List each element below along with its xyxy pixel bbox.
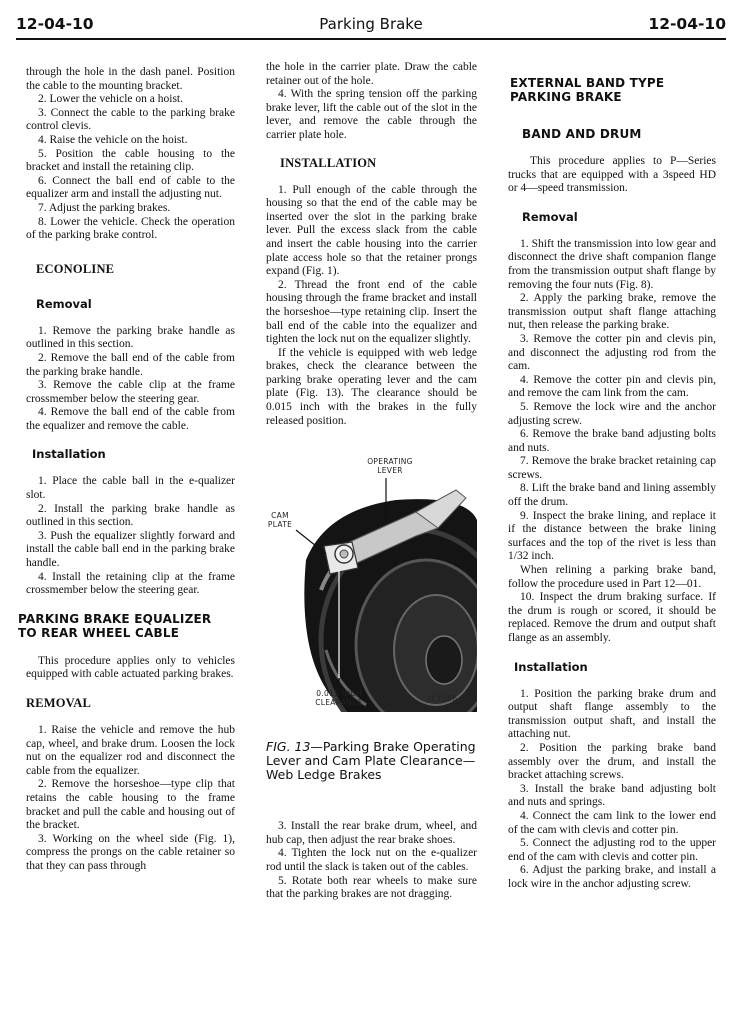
step: 1. Shift the transmission into low gear and disconnect the drive shaft companion flange from the transmission output shaft flange by removing the four nuts (Fig. 8). [508,237,716,291]
step: 1. Raise the vehicle and remove the hub cap, wheel, and brake drum. Loosen the lock nut on the equalizer rod and disconnect the cable from the equalizer. [26,724,235,777]
paragraph: through the hole in the dash panel. Position the cable to the mounting bracket. [26,66,235,92]
paragraph: the hole in the carrier plate. Draw the cable retainer out of the hole. [266,61,477,87]
page-number-right: 12-04-10 [648,15,726,33]
step: 8. Lift the brake band and lining assembly off the drum. [508,482,716,509]
page-title: Parking Brake [319,15,423,33]
step: 3. Remove the cotter pin and clevis pin, and disconnect the adjusting rod from the cam. [508,332,716,373]
section-heading-equalizer-cable: PARKING BRAKE EQUALIZER TO REAR WHEEL CABLE [18,611,212,640]
step: 4. Remove the ball end of the cable from the equalizer and remove the cable. [26,406,235,432]
step: 7. Remove the brake bracket retaining cap screws. [508,455,716,481]
subheading-installation: Installation [32,447,106,462]
step: 10. Inspect the drum braking surface. If the drum is rough or scored, it should be replaced. Remove the drum and output shaft flange as an assembly. [508,591,716,644]
step: 4. Remove the cotter pin and clevis pin, and remove the cam link from the cam. [508,373,716,400]
subheading-removal: Removal [36,296,92,311]
column-left [18,66,235,874]
step: 2. Lower the vehicle on a hoist. [38,93,183,106]
step: 6. Connect the ball end of cable to the equalizer arm and install the adjusting nut. [26,174,235,201]
step: 2. Install the parking brake handle as outlined in this section. [26,502,235,529]
paragraph: This procedure applies only to vehicles equipped with cable actuated parking brakes. [26,654,235,681]
paragraph: If the vehicle is equipped with web ledge brakes, check the clearance between the parking brake operating lever and the cam plate (Fig. 13). The clearance should be 0.015 inch with the brakes in the fully released position. [266,346,477,427]
step: 6. Remove the brake band adjusting bolts and nuts. [508,428,716,454]
step: 2. Thread the front end of the cable housing through the frame bracket and install the horseshoe—type retaining clip. Insert the ball end of the cable into the equalizer and tighten the lock nut on the equalizer slightly. [266,278,477,346]
subheading-removal-caps: REMOVAL [26,696,92,710]
step: 3. Push the equalizer slightly forward and install the cable ball end in the parking brake handle. [26,529,235,570]
subheading-installation: Installation [514,659,588,674]
step: 1. Position the parking brake drum and output shaft flange assembly to the transmission output shaft, and install the attaching nut. [508,687,716,741]
step: 1. Place the cable ball in the e-qualizer slot. [26,475,235,502]
step: 7. Adjust the parking brakes. [38,201,171,214]
step: 5. Position the cable housing to the bracket and install the retaining clip. [26,147,235,174]
step: 3. Remove the cable clip at the frame crossmember below the steering gear. [26,379,235,405]
column-right [508,66,716,892]
step: 1. Pull enough of the cable through the housing so that the end of the cable may be inserted over the slot in the parking brake lever. Pull the excess slack from the cable and insert the cable housing into the carrier plate access hole so that the retainer prongs expand (Fig. 1). [266,183,477,278]
figure-code: H 1566-A [428,694,466,704]
step: 2. Remove the ball end of the cable from the parking brake handle. [26,351,235,378]
paragraph: This procedure applies to P—Series trucks that are equipped with a 3speed HD or 4—speed transmission. [508,155,716,195]
step: 5. Connect the adjusting rod to the upper end of the cam with clevis and cotter pin. [508,837,716,863]
subheading-band-and-drum: BAND AND DRUM [522,127,642,141]
step: 9. Inspect the brake lining, and replace it if the distance between the brake lining surfaces and the top of the rivet is less than 1/32 inch. [508,509,716,563]
step: 4. Tighten the lock nut on the e-qualizer rod until the slack is taken out of the cables. [266,847,477,874]
step: 3. Connect the cable to the parking brake control clevis. [26,106,235,133]
label-clearance: 0.015 INCH CLEARANCE [315,689,363,707]
step: 4. Raise the vehicle on the hoist. [38,133,188,146]
step: 4. Install the retaining clip at the frame crossmember below the steering gear. [26,570,235,597]
figure-caption-text: —Parking Brake Operating Lever and Cam Plate Clearance—Web Ledge Brakes [266,739,476,783]
step: 5. Remove the lock wire and the anchor adjusting screw. [508,400,716,427]
step: 1. Remove the parking brake handle as outlined in this section. [26,324,235,351]
step: 4. With the spring tension off the parking brake lever, lift the cable out of the slot in the lever, and remove the cable through the carrier plate hole. [266,88,477,141]
step: 8. Lower the vehicle. Check the operation of the parking brake control. [26,215,235,242]
step: 5. Rotate both rear wheels to make sure that the parking brakes are not dragging. [266,874,477,901]
paragraph: When relining a parking brake band, follow the procedure used in Part 12—01. [508,564,716,590]
label-operating-lever: OPERATING LEVER [367,457,413,475]
figure-13 [266,450,477,712]
step: 6. Adjust the parking brake, and install a lock wire in the anchor adjusting screw. [508,864,716,890]
step: 2. Position the parking brake band assembly over the drum, and install the bracket attaching screws. [508,741,716,782]
page-number-left: 12-04-10 [16,15,94,33]
column-middle [266,61,477,902]
brake-lever-illustration [266,450,477,712]
subheading-removal: Removal [522,209,578,224]
step: 3. Install the brake band adjusting bolt and nuts and springs. [508,782,716,809]
page-header [16,14,726,40]
figure-caption [266,740,477,782]
section-heading-econoline: ECONOLINE [36,261,115,276]
subheading-installation-caps: INSTALLATION [280,155,377,170]
step: 4. Connect the cam link to the lower end of the cam with clevis and cotter pin. [508,809,716,836]
step: 2. Apply the parking brake, remove the transmission output shaft flange attaching nut, then release the parking brake. [508,292,716,332]
figure-number: FIG. 13 [266,739,311,755]
step: 3. Install the rear brake drum, wheel, and hub cap, then adjust the rear brake shoes. [266,820,477,846]
step: 2. Remove the horseshoe—type clip that retains the cable housing to the frame bracket and pull the cable and housing out of the bracket. [26,778,235,832]
label-cam-plate: CAM PLATE [267,511,293,529]
step: 3. Working on the wheel side (Fig. 1), compress the prongs on the cable retainer so that they can pass through [26,832,235,872]
section-heading-external-band: EXTERNAL BAND TYPE PARKING BRAKE [510,76,665,104]
